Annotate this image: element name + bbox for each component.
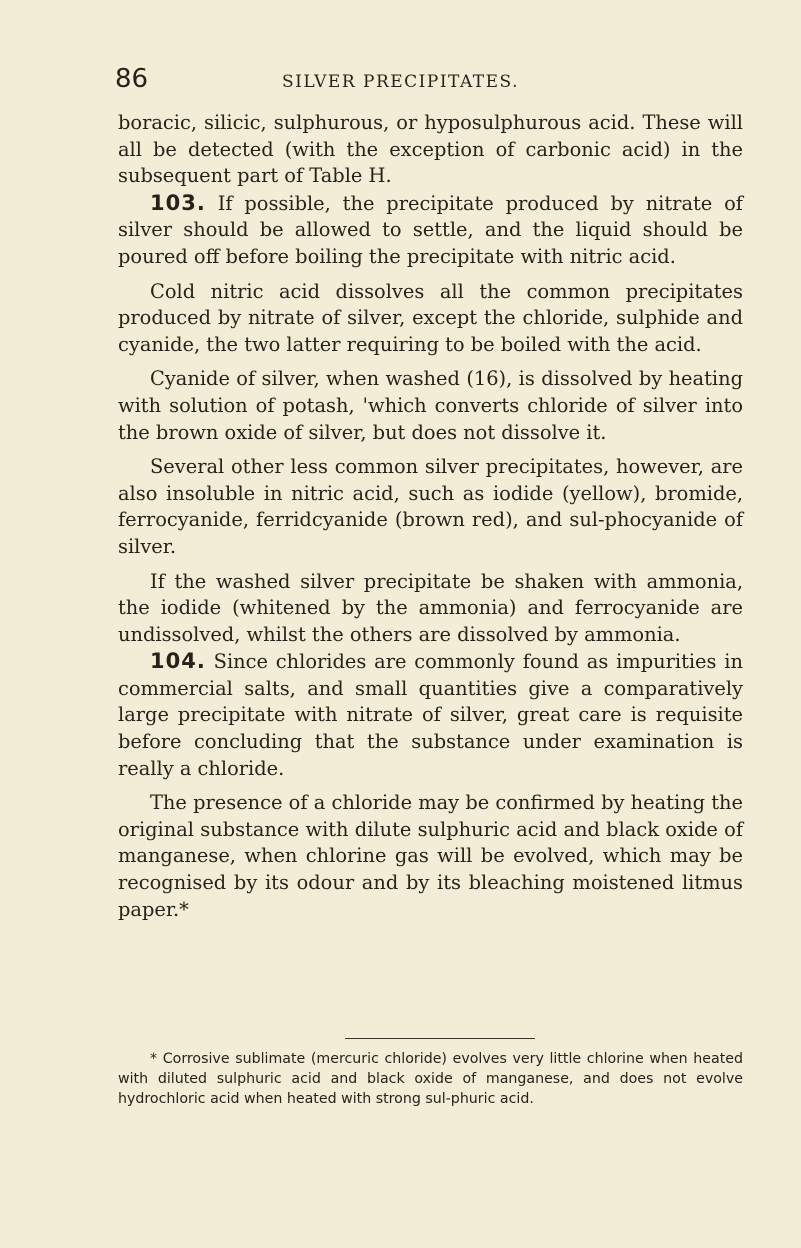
body-text: [118, 110, 743, 923]
section-103-text: If possible, the precipitate produced by nitrate of silver should be allowed to settle, and the liquid should be poured off before boiling the precipitate with nitric acid.: [118, 191, 743, 268]
running-title: SILVER PRECIPITATES.: [282, 72, 519, 92]
paragraph-continuation: boracic, silicic, sulphurous, or hyposulphurous acid. These will all be detected (with the exception of carbonic acid) in the subsequent part of Table H.: [118, 111, 743, 188]
section-103: [118, 190, 743, 271]
section-104-text: Since chlorides are commonly found as impurities in commercial salts, and small quantities give a comparatively large precipitate with nitrate of silver, great care is requisite before concluding that the substance under examination is really a chloride.: [118, 650, 743, 780]
paragraph-less-common-precipitates: Several other less common silver precipitates, however, are also insoluble in nitric acid, such as iodide (yellow), bromide, ferrocyanide, ferridcyanide (brown red), and sul-phocyanide of silver.: [118, 455, 743, 558]
paragraph-cyanide-of-silver: Cyanide of silver, when washed (16), is dissolved by heating with solution of potash, 'which converts chloride of silver into the brown oxide of silver, but does not dissolve it.: [118, 367, 743, 444]
paragraph-cold-nitric-acid: Cold nitric acid dissolves all the common precipitates produced by nitrate of silver, except the chloride, sulphide and cyanide, the two latter requiring to be boiled with the acid.: [118, 279, 743, 356]
paragraph-ammonia-test: If the washed silver precipitate be shaken with ammonia, the iodide (whitened by the ammonia) and ferrocyanide are undissolved, whilst the others are dissolved by ammonia.: [118, 569, 743, 646]
footnote-divider: [345, 1038, 535, 1039]
section-104: [118, 648, 743, 782]
paragraph-chloride-confirmation: The presence of a chloride may be confirmed by heating the original substance with dilute sulphuric acid and black oxide of manganese, when chlorine gas will be evolved, which may be recognised by its odour and by its bleaching moistened litmus paper.*: [118, 791, 743, 921]
section-number-104: 104.: [150, 649, 206, 674]
footnote: * Corrosive sublimate (mercuric chloride) evolves very little chlorine when heated with diluted sulphuric acid and black oxide of manganese, and does not evolve hydrochloric acid when heated with strong sul-phuric acid.: [118, 1051, 743, 1107]
section-number-103: 103.: [150, 190, 206, 215]
page-number: 86: [115, 64, 149, 94]
